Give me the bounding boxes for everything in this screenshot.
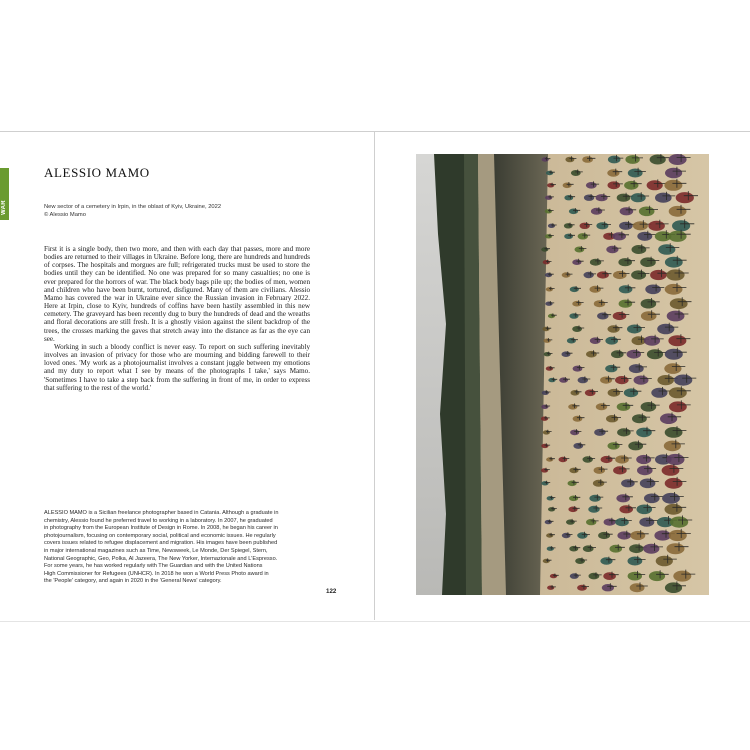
wreath [666,269,684,280]
wreath [631,270,646,279]
wreath [541,247,548,251]
wreath [569,313,578,319]
wreath [565,157,574,163]
wreath [650,155,666,165]
wreath [570,573,579,579]
wreath [613,312,627,320]
wreath [662,493,680,504]
wreath [605,337,618,345]
wreath [639,518,654,527]
wreath [643,544,659,554]
wreath [569,496,578,502]
wreath [545,209,552,213]
wreath [568,481,577,487]
wreath [666,454,684,465]
wreath [670,517,688,528]
wreath [669,387,687,398]
wreath [624,181,638,190]
wreath [608,325,620,332]
wreath [669,401,687,412]
wreath [608,181,621,189]
wreath [594,429,605,436]
wreath [550,574,557,578]
wreath [628,441,643,450]
wreath [630,583,645,592]
wreath [665,257,683,268]
wreath [641,311,657,321]
wreath [583,456,593,462]
wreath [640,257,656,267]
wreath [613,466,627,474]
wreath [641,299,657,309]
wreath [648,221,665,231]
wreath [600,557,612,564]
page-title: ALESSIO MAMO [44,165,150,180]
wreath [548,224,555,228]
wreath [628,572,642,581]
wreath [571,390,580,396]
wreath [673,571,691,582]
wreath [591,208,602,215]
wreath [543,430,550,434]
wreath [665,349,683,360]
wreath [617,403,631,411]
wreath [674,375,692,386]
wreath [606,246,618,253]
wreath [641,402,657,412]
photographer-bio [44,510,310,586]
wreath [610,545,623,553]
bio-line: High Commissioner for Refugees (UNHCR). In 2018 he won a World Press Photo award in [44,570,269,577]
section-label: WAR [1,200,7,216]
wreath [543,260,550,264]
wreath [575,558,585,564]
wreath [590,337,601,344]
wreath [605,365,617,372]
caption-line: New sector of a cemetery in Irpin, in the oblast of Kyiv, Ukraine, 2022 [44,204,222,210]
wreath [632,336,646,345]
wreath [619,505,633,513]
wreath [667,543,685,554]
wreath [573,366,583,372]
wreath [664,441,681,452]
wreath [665,504,683,515]
wreath [628,169,643,178]
wreath [668,231,686,242]
wreath [669,154,687,165]
wreath [572,259,581,265]
wreath [636,455,651,464]
wreath [582,156,593,163]
wreath [616,494,630,502]
wreath [577,585,587,591]
wreath [627,350,641,359]
wreath [665,284,683,295]
wreath [629,364,644,373]
wreath [608,389,621,397]
wreath [548,378,555,382]
photo-caption [44,203,284,219]
wreath [658,244,675,255]
bio-line: the 'People' category, and again in 2020 in the 'General News' category. [44,578,222,585]
wreath [669,530,687,541]
wreath [637,466,653,476]
wreath [547,586,554,590]
wreath [628,557,643,566]
wreath [644,494,660,504]
wreath [543,559,550,563]
wreath [664,363,681,374]
wreath [564,195,573,200]
wreath [570,430,579,436]
wreath [570,287,579,293]
wreath [593,480,604,487]
wreath [608,156,621,164]
bio-line: covers issues related to refugee displacement and migration. His images have been published [44,540,278,547]
wreath [546,533,553,537]
wreath [547,547,554,551]
wreath [630,531,645,540]
wreath [655,193,672,203]
wreath [584,272,594,278]
wreath [584,195,594,201]
page-gutter [374,131,375,620]
wreath [548,314,555,318]
wreath [568,507,577,513]
wreath [572,301,581,307]
wreath [660,413,677,424]
wreath [544,352,551,356]
wreath [563,183,572,189]
wreath [586,519,596,525]
wreath [615,376,629,384]
wreath [656,556,673,567]
wreath [629,544,643,553]
wreath [670,298,688,309]
wreath [644,336,660,346]
wreath [573,443,583,449]
wreath [541,444,548,448]
wreath [676,192,694,203]
wreath [624,388,638,397]
wreath [594,300,605,307]
wreath [586,182,597,189]
wreath [640,479,656,489]
bio-line: in photography from the European Institute of Design in Rome. In 2008, he began his career in [44,525,278,532]
wreath [631,193,646,202]
wreath [590,286,601,293]
wreath [577,532,587,538]
wreath [578,377,588,383]
wreath [617,531,631,539]
wreath [589,495,600,502]
wreath [542,327,549,331]
bio-line: National Geographic, Geo, Polka, Al Jazeera, The New Yorker, Internazionale and L'Espresso. [44,555,278,562]
wreath [625,155,639,164]
wreath [645,285,661,295]
bio-line: For some years, he has worked regularly with The Guardian and with the United Nations [44,563,263,570]
bio-line: photojournalism, focusing on contemporary social, political and economic issues. He regularly [44,532,276,539]
wreath [548,507,555,511]
wreath [627,325,642,334]
wreath [657,324,674,335]
wreath [619,300,633,308]
wreath [545,273,552,277]
wreath [583,545,594,552]
wreath [632,245,647,254]
wreath [650,270,667,280]
wreath [665,582,682,593]
wreath [596,403,607,410]
wreath [589,573,600,580]
wreath [597,271,609,278]
body-paragraph-2: Working in such a bloody conflict is never easy. To report on such suffering inevitably involves an invasion of privacy for those who are mourning and bidding farewell to their loved ones. 'My work as a photojournalist involves a constant juggle between my emotions and my duty to report what I see by means of the photographs I take,' says Mamo. 'Sometimes I have to take a step back from the suffering in front of me, in order to express that suffering to the rest of the world.' [44,342,310,392]
wreath [603,572,616,580]
wreath [649,571,665,581]
wreath [668,335,686,346]
wreath [545,302,552,306]
wreath [664,180,682,191]
wreath [615,455,629,463]
wreath [618,258,632,266]
wreath [546,457,553,461]
wreath [594,467,605,474]
wreath [597,313,608,320]
wreath [600,377,612,384]
bio-line: in major international magazines such as Time, Newsweek, Le Monde, Der Spiegel, Stern, [44,547,268,554]
cemetery-photo [416,154,709,595]
wreath [547,496,554,500]
wreath [559,457,568,462]
wreath [633,221,648,230]
wreath [545,520,552,524]
wreath [620,207,634,215]
wreath [619,222,633,230]
wreath [578,233,588,239]
wreath [619,285,633,293]
wreath [572,326,582,332]
wreath [636,428,652,438]
wreath [612,232,626,240]
article-body [44,245,310,392]
wreath [637,232,652,241]
wreath [569,468,578,474]
wreath [637,505,653,515]
wreath [669,206,687,217]
wreath [542,157,549,161]
wreath [546,287,553,291]
wreath [665,478,683,489]
wreath [588,506,599,513]
wreath [647,349,663,359]
wreath [569,546,578,552]
wreath [617,428,631,436]
wreath [575,247,585,253]
wreath [657,375,674,385]
wreath [546,171,553,175]
wreath [606,415,618,422]
wreath [596,194,608,201]
wreath [541,417,548,421]
wreath [545,196,552,200]
photo-svg [416,154,709,595]
wreath [541,405,548,409]
wreath [562,272,571,277]
wreath [632,414,647,423]
page-number: 122 [326,588,337,595]
wreath [639,207,655,217]
wreath [580,223,590,229]
caption-credit: © Alessio Mamo [44,212,86,218]
wreath [667,311,685,322]
wreath [647,180,663,190]
body-paragraph-1: First it is a single body, then two more, and then with each day that passes, more and more bodies are returned to their villages in Ukraine. Before long, there are hundreds and hundreds of corpses. The hospitals and morgues are full; refrigerated trucks must be used to store the bodies until they can be identified. No one was prepared for so many casualties; no one is ever prepared for the horrors of war. The black body bags pile up; the bodies of men, women and children who have been burnt, tortured, disfigured. Many of them are civilians. Alessio Mamo has covered the war in Ukraine ever since the Russian invasion in February 2022. Here at Irpin, close to Kyiv, hundreds of coffins have been hastily assembled in this new cemetery. The graveyard has been recently dug to bury the hundreds of dead and the wreaths and floral decorations are still fresh. It is a ghostly vision against the silent backdrop of the trees, the crosses marking the gaves that stretch away into the distance as far as the eye can see. [44,245,310,343]
wreath [562,351,571,357]
wreath [546,366,553,370]
wreath [564,223,573,228]
wreath [617,194,631,202]
wreath [585,390,596,397]
wreath [662,465,680,476]
wreath [607,169,619,176]
wreath [621,479,635,487]
wreath [542,391,549,395]
wreath [602,584,614,591]
wreath [566,519,575,524]
bio-line: chemistry, Alessio found he preferred travel to working in a laboratory. In 2007, he graduated [44,517,273,524]
wreath [568,404,577,410]
wreath [651,388,667,398]
wreath [586,351,597,358]
wreath [608,442,620,449]
wreath [665,427,683,438]
wreath [654,530,671,540]
wreath [601,456,613,463]
wreath [665,168,682,179]
wreath [604,519,616,526]
wreath [596,222,608,229]
wreath [545,234,552,238]
wreath [613,271,627,279]
wreath [562,533,571,538]
wreath [547,183,554,187]
wreath [573,416,583,422]
wreath [611,350,624,358]
wreath [567,338,576,344]
wreath [634,376,649,385]
wreath [615,518,629,526]
wreath [544,339,551,343]
wreath [598,532,610,539]
wreath [541,481,548,485]
bio-line: ALESSIO MAMO is a Sicilian freelance photographer based in Catania. Although a graduate in [44,510,279,516]
wreath [541,468,548,472]
wreath [569,209,578,215]
wreath [559,377,568,382]
wreath [590,259,601,266]
wreath [571,170,581,176]
wreath [564,234,573,239]
